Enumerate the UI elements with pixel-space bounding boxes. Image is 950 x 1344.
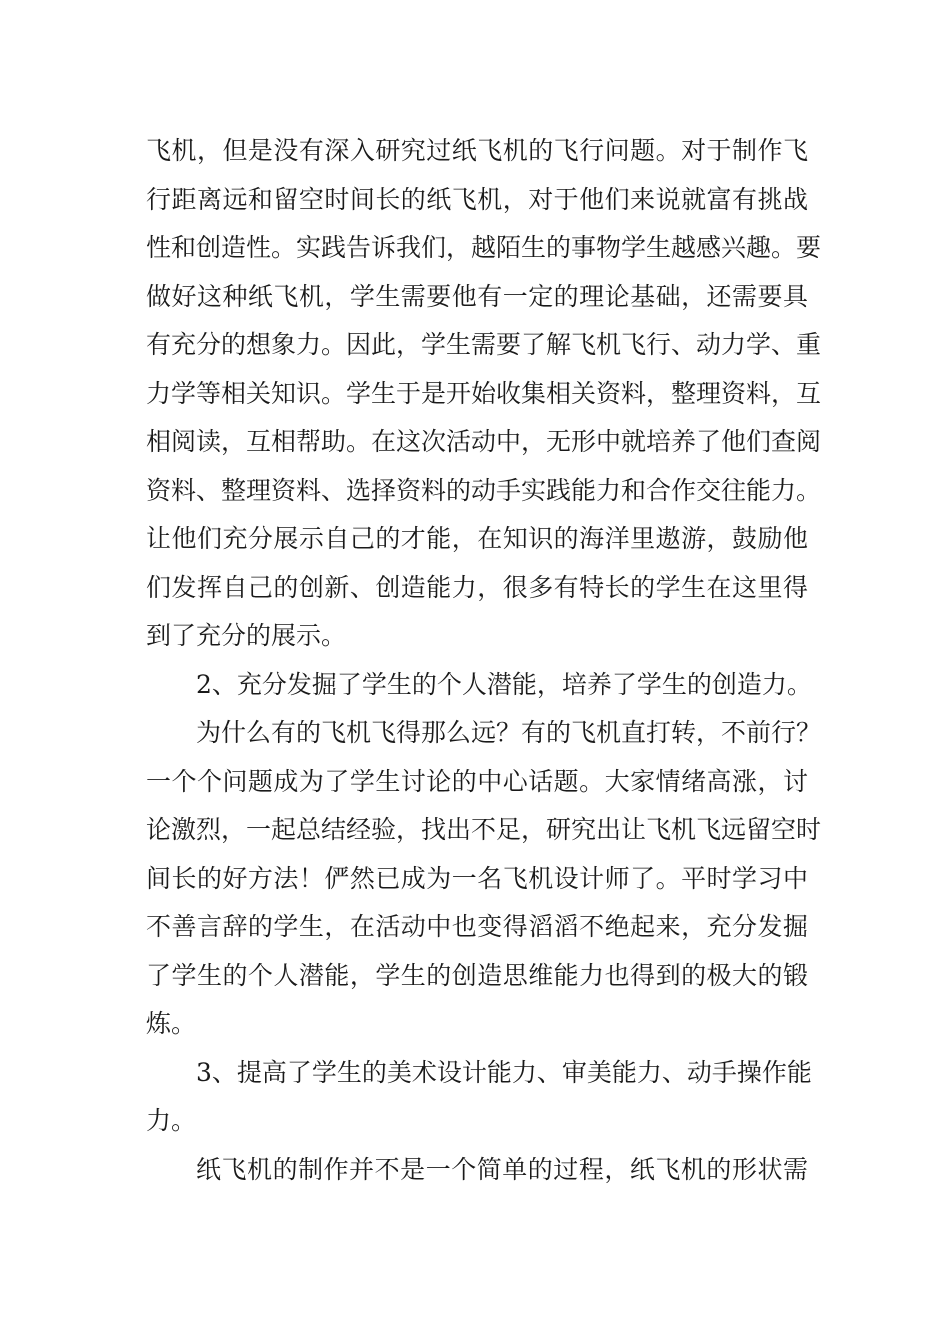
text-line: 们发挥自己的创新、创造能力，很多有特长的学生在这里得 [146,572,808,602]
text-line: 资料、整理资料、选择资料的动手实践能力和合作交往能力。 [146,475,822,505]
text-line: 3、提高了学生的美术设计能力、审美能力、动手操作能 [196,1057,812,1087]
document-body [146,127,822,1194]
text-line: 行距离远和留空时间长的纸飞机，对于他们来说就富有挑战 [146,184,808,214]
text-line: 让他们充分展示自己的才能，在知识的海洋里遨游，鼓励他 [146,524,808,553]
text-line: 不善言辞的学生，在活动中也变得滔滔不绝起来，充分发掘 [146,912,808,941]
text-line: 间长的好方法！俨然已成为一名飞机设计师了。平时学习中 [146,863,808,893]
text-line: 炼。 [146,1009,197,1038]
text-line: 到了充分的展示。 [146,621,347,650]
text-line: 力。 [146,1106,197,1135]
text-line: 力学等相关知识。学生于是开始收集相关资料，整理资料，互 [146,378,822,408]
text-line: 论激烈，一起总结经验，找出不足，研究出让飞机飞远留空时 [146,815,822,844]
text-line: 纸飞机的制作并不是一个简单的过程，纸飞机的形状需 [196,1154,808,1184]
text-line: 了学生的个人潜能，学生的创造思维能力也得到的极大的锻 [146,960,808,990]
text-line: 一个个问题成为了学生讨论的中心话题。大家情绪高涨，讨 [146,766,808,796]
text-line: 性和创造性。实践告诉我们，越陌生的事物学生越感兴趣。要 [146,233,822,262]
text-line: 飞机，但是没有深入研究过纸飞机的飞行问题。对于制作飞 [146,136,808,165]
text-line: 有充分的想象力。因此，学生需要了解飞机飞行、动力学、重 [146,330,822,359]
text-line: 2、充分发掘了学生的个人潜能，培养了学生的创造力。 [196,669,812,699]
text-line: 相阅读，互相帮助。在这次活动中，无形中就培养了他们查阅 [146,427,822,456]
text-line: 为什么有的飞机飞得那么远？有的飞机直打转，不前行？ [196,718,822,747]
text-line: 做好这种纸飞机，学生需要他有一定的理论基础，还需要具 [146,281,808,311]
